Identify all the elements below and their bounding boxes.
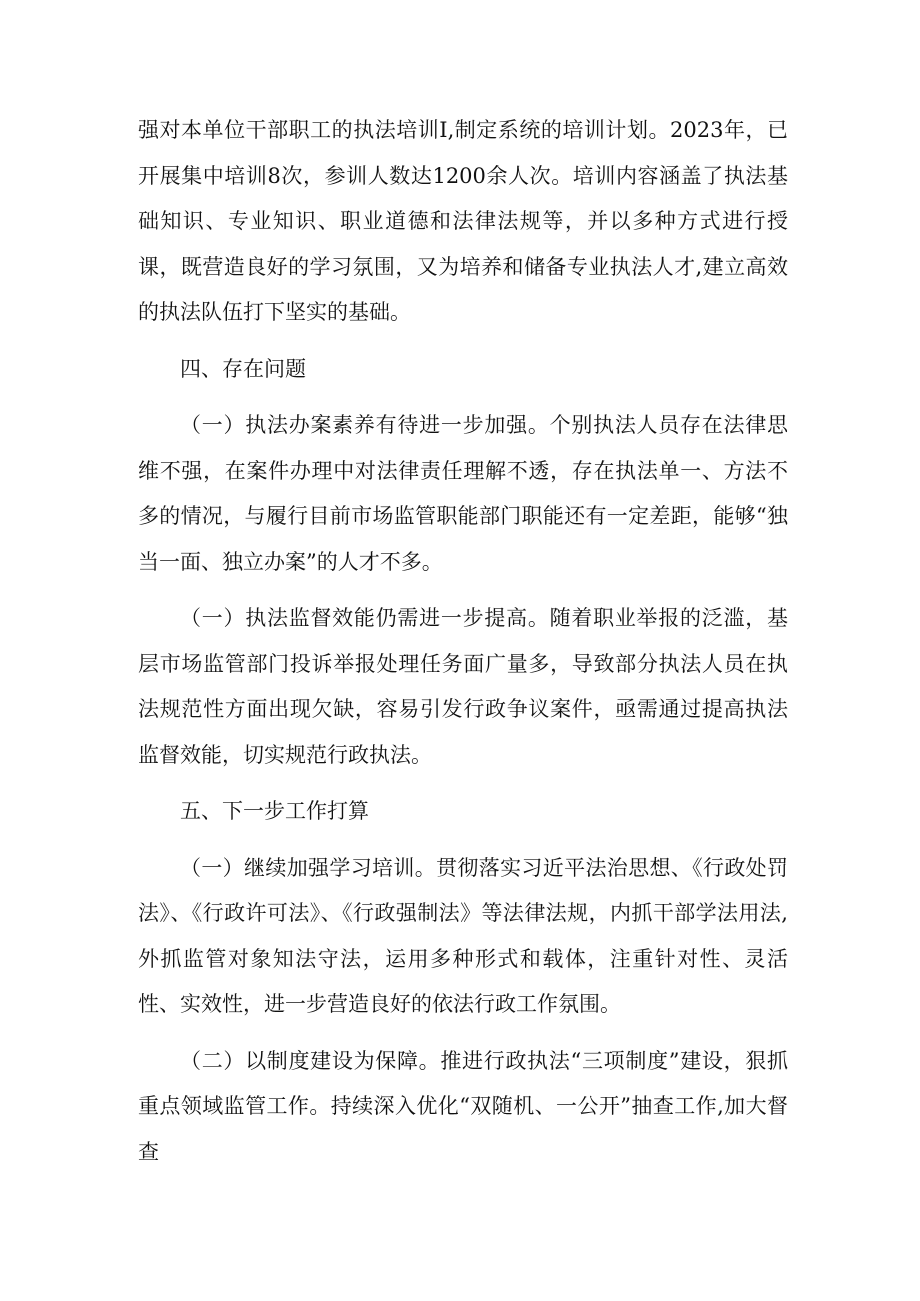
paragraph-issue-enforcement-literacy: （一）执法办案素养有待进一步加强。个别执法人员存在法律思维不强，在案件办理中对法律责任理解不透，存在执法单一、方法不多的情况，与履行目前市场监管职能部门职能还有一定差距，能够“独当一面、独立办案”的人才不多。 [138, 413, 788, 574]
paragraph-plan-institutional: （二）以制度建设为保障。推进行政执法“三项制度”建设，狠抓重点领域监管工作。持续深入优化“双随机、一公开”抽查工作,加大督查 [138, 1048, 788, 1164]
paragraph-plan-training: （一）继续加强学习培训。贯彻落实习近平法治思想、《行政处罚法》、《行政许可法》、《行政强制法》等法律法规，内抓干部学法用法,外抓监管对象知法守法，运用多种形式和载体，注重针对性、灵活性、实效性，进一步营造良好的依法行政工作氛围。 [138, 855, 788, 1016]
section-heading-existing-problems: 四、存在问题 [180, 356, 306, 381]
section-heading-next-steps: 五、下一步工作打算 [180, 799, 369, 823]
paragraph-issue-supervision-efficiency: （一）执法监督效能仍需进一步提高。随着职业举报的泛滥，基层市场监管部门投诉举报处理任务面广量多，导致部分执法人员在执法规范性方面出现欠缺，容易引发行政争议案件，亟需通过提高执法监督效能，切实规范行政执法。 [138, 606, 788, 767]
document-body [138, 108, 788, 1186]
paragraph-training-continued: 强对本单位干部职工的执法培训I,制定系统的培训计划。2023年，已开展集中培训8次，参训人数达1200余人次。培训内容涵盖了执法基础知识、专业知识、职业道德和法律法规等，并以多种方式进行授课，既营造良好的学习氛围，又为培养和储备专业执法人才,建立高效的执法队伍打下坚实的基础。 [138, 118, 788, 324]
